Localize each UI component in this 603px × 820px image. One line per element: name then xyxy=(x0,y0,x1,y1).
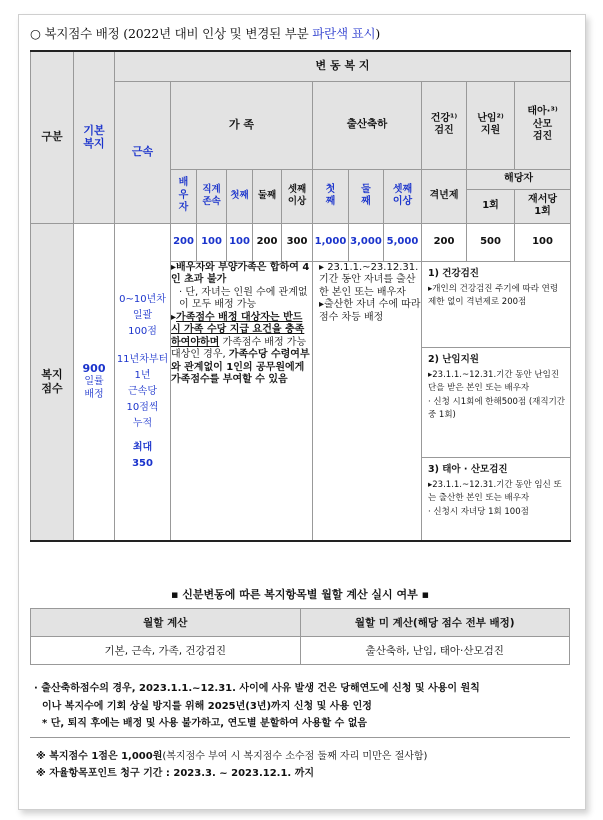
tenure-cell xyxy=(115,223,171,541)
header-health-cell: 건강¹⁾ 검진 xyxy=(422,81,467,169)
header-birth-second: 둘 째 xyxy=(349,169,384,223)
tenure-line-3: 100점 xyxy=(128,325,157,337)
header-category-cell: 구분 xyxy=(31,51,74,223)
title-highlight: 파란색 표시 xyxy=(312,26,376,41)
prenatal-note: 3) 태아 · 산모검진 ▸23.1.1.~12.31.기간 동안 임신 또는 출산한 본인 또는 배우자 · 신청시 자녀당 1회 100점 xyxy=(428,463,562,517)
row-label: 복지 점수 xyxy=(31,223,74,541)
header-prenatal-cell: 태아·³⁾ 산모 검진 xyxy=(515,81,571,169)
tenure-max-value: 350 xyxy=(132,457,153,469)
header-birth-cell: 출산축하 xyxy=(313,81,422,169)
infertility-note: 2) 난임지원 ▸23.1.1.~12.31.기간 동안 난임진단을 받은 본인 또는 배우자 · 신청 시1회에 한해500점 (재직기간 중 1회) xyxy=(422,348,570,458)
value-second: 200 xyxy=(253,223,282,261)
value-birth-third: 5,000 xyxy=(384,223,422,261)
header-eligible: 해당자 xyxy=(467,169,571,189)
health-note: 1) 건강검진 ▸개인의 건강검진 주기에 따라 연령제한 없이 격년제로 200점 xyxy=(422,262,570,348)
birth-note-2: ▸출산한 자녀 수에 따라 점수 차등 배정 xyxy=(319,299,421,323)
tenure-line-7: 10점씩 xyxy=(126,401,159,413)
page-title xyxy=(30,24,380,42)
monthly-table xyxy=(30,608,570,665)
value-spouse: 200 xyxy=(171,223,197,261)
tenure-line-6: 근속당 xyxy=(128,385,157,397)
monthly-col1-value: 기본, 근속, 가족, 건강검진 xyxy=(31,637,301,665)
tenure-line-8: 누적 xyxy=(132,417,153,429)
base-value: 900 xyxy=(82,362,106,376)
note-line-3: * 단, 퇴직 후에는 배정 및 사용 불가하고, 연도별 분할하여 사용할 수 없음 xyxy=(42,718,368,729)
value-birth-first: 1,000 xyxy=(313,223,349,261)
value-prenatal: 100 xyxy=(515,223,571,261)
title-end: ) xyxy=(375,26,381,41)
header-per-pregnancy: 재서당 1회 xyxy=(515,189,571,223)
title-main: 복지점수 배정 (2022년 대비 인상 및 변경된 부분 xyxy=(44,26,313,41)
monthly-col1-head: 월할 계산 xyxy=(31,609,301,637)
header-once: 1회 xyxy=(467,189,515,223)
header-base-cell: 기본 복지 xyxy=(74,51,115,223)
monthly-section-title: ▪ 신분변동에 따른 복지항목별 월할 계산 실시 여부 ▪ xyxy=(170,588,430,601)
family-note-1: ▸배우자와 부양가족은 합하여 4인 초과 불가 xyxy=(171,261,310,285)
family-notes xyxy=(171,261,313,541)
tenure-line-4: 11년차부터 xyxy=(116,353,169,365)
base-value-cell xyxy=(74,223,115,541)
header-family-cell: 가 족 xyxy=(171,81,313,169)
header-birth-third: 셋째 이상 xyxy=(384,169,422,223)
header-variable-cell: 변 동 복 지 xyxy=(115,51,571,81)
base-text: 일률 배정 xyxy=(84,376,104,400)
header-second: 둘째 xyxy=(253,169,282,223)
tenure-line-5: 1년 xyxy=(134,369,151,381)
family-note-2: · 단, 자녀는 인원 수에 관계없이 모두 배정 가능 xyxy=(179,286,308,310)
right-notes xyxy=(422,261,571,541)
footer xyxy=(36,748,427,782)
birth-policy-note xyxy=(30,678,570,738)
header-biennial: 격년제 xyxy=(422,169,467,223)
header-infertility-cell: 난임²⁾ 지원 xyxy=(467,81,515,169)
welfare-table-grid xyxy=(30,50,571,542)
birth-notes xyxy=(313,261,422,541)
monthly-col2-value: 출산축하, 난임, 태아·산모검진 xyxy=(300,637,570,665)
value-health: 200 xyxy=(422,223,467,261)
footer-line-1: ※ 복지점수 1점은 1,000원(복지점수 부여 시 복지점수 소수점 둘째 자리 미만은 절사함) xyxy=(36,751,428,762)
monthly-col2-head: 월할 미 계산(해당 점수 전부 배정) xyxy=(300,609,570,637)
birth-note-1: ▸ 23.1.1.~23.12.31. 기간 동안 자녀를 출산한 본인 또는 배우자 xyxy=(319,261,419,298)
tenure-line-1: 0~10년차 xyxy=(119,293,166,305)
header-spouse: 배 우 자 xyxy=(171,169,197,223)
note-line-2: 이나 복지수에 기회 상실 방지를 위해 2025년(3년)까지 신청 및 사용 인정 xyxy=(42,700,372,712)
value-lineal: 100 xyxy=(197,223,227,261)
header-third: 셋째 이상 xyxy=(282,169,313,223)
value-first: 100 xyxy=(227,223,253,261)
title-bullet: ○ xyxy=(30,26,41,41)
header-first: 첫째 xyxy=(227,169,253,223)
header-lineal: 직계 존속 xyxy=(197,169,227,223)
value-third: 300 xyxy=(282,223,313,261)
header-birth-first: 첫 째 xyxy=(313,169,349,223)
tenure-line-2: 일괄 xyxy=(132,309,153,321)
tenure-max: 최대 xyxy=(132,441,153,453)
value-infertility: 500 xyxy=(467,223,515,261)
header-tenure-cell: 근속 xyxy=(115,81,171,223)
family-note-3: ▸가족점수 배정 대상자는 반드시 가족 수당 지급 요건을 충족하여야하며 가족점수 배정 가능 대상인 경우, 가족수당 수령여부와 관계없이 1인의 공무원에게 가족점수를 부여할 수 있음 xyxy=(171,311,310,385)
note-line-1: · 출산축하점수의 경우, 2023.1.1.~12.31. 사이에 사유 발생 건은 당해연도에 신청 및 사용이 원칙 xyxy=(34,683,480,694)
footer-line-2: ※ 자율항목포인트 청구 기간 : 2023.3. ~ 2023.12.1. 까지 xyxy=(36,768,315,779)
value-birth-second: 3,000 xyxy=(349,223,384,261)
